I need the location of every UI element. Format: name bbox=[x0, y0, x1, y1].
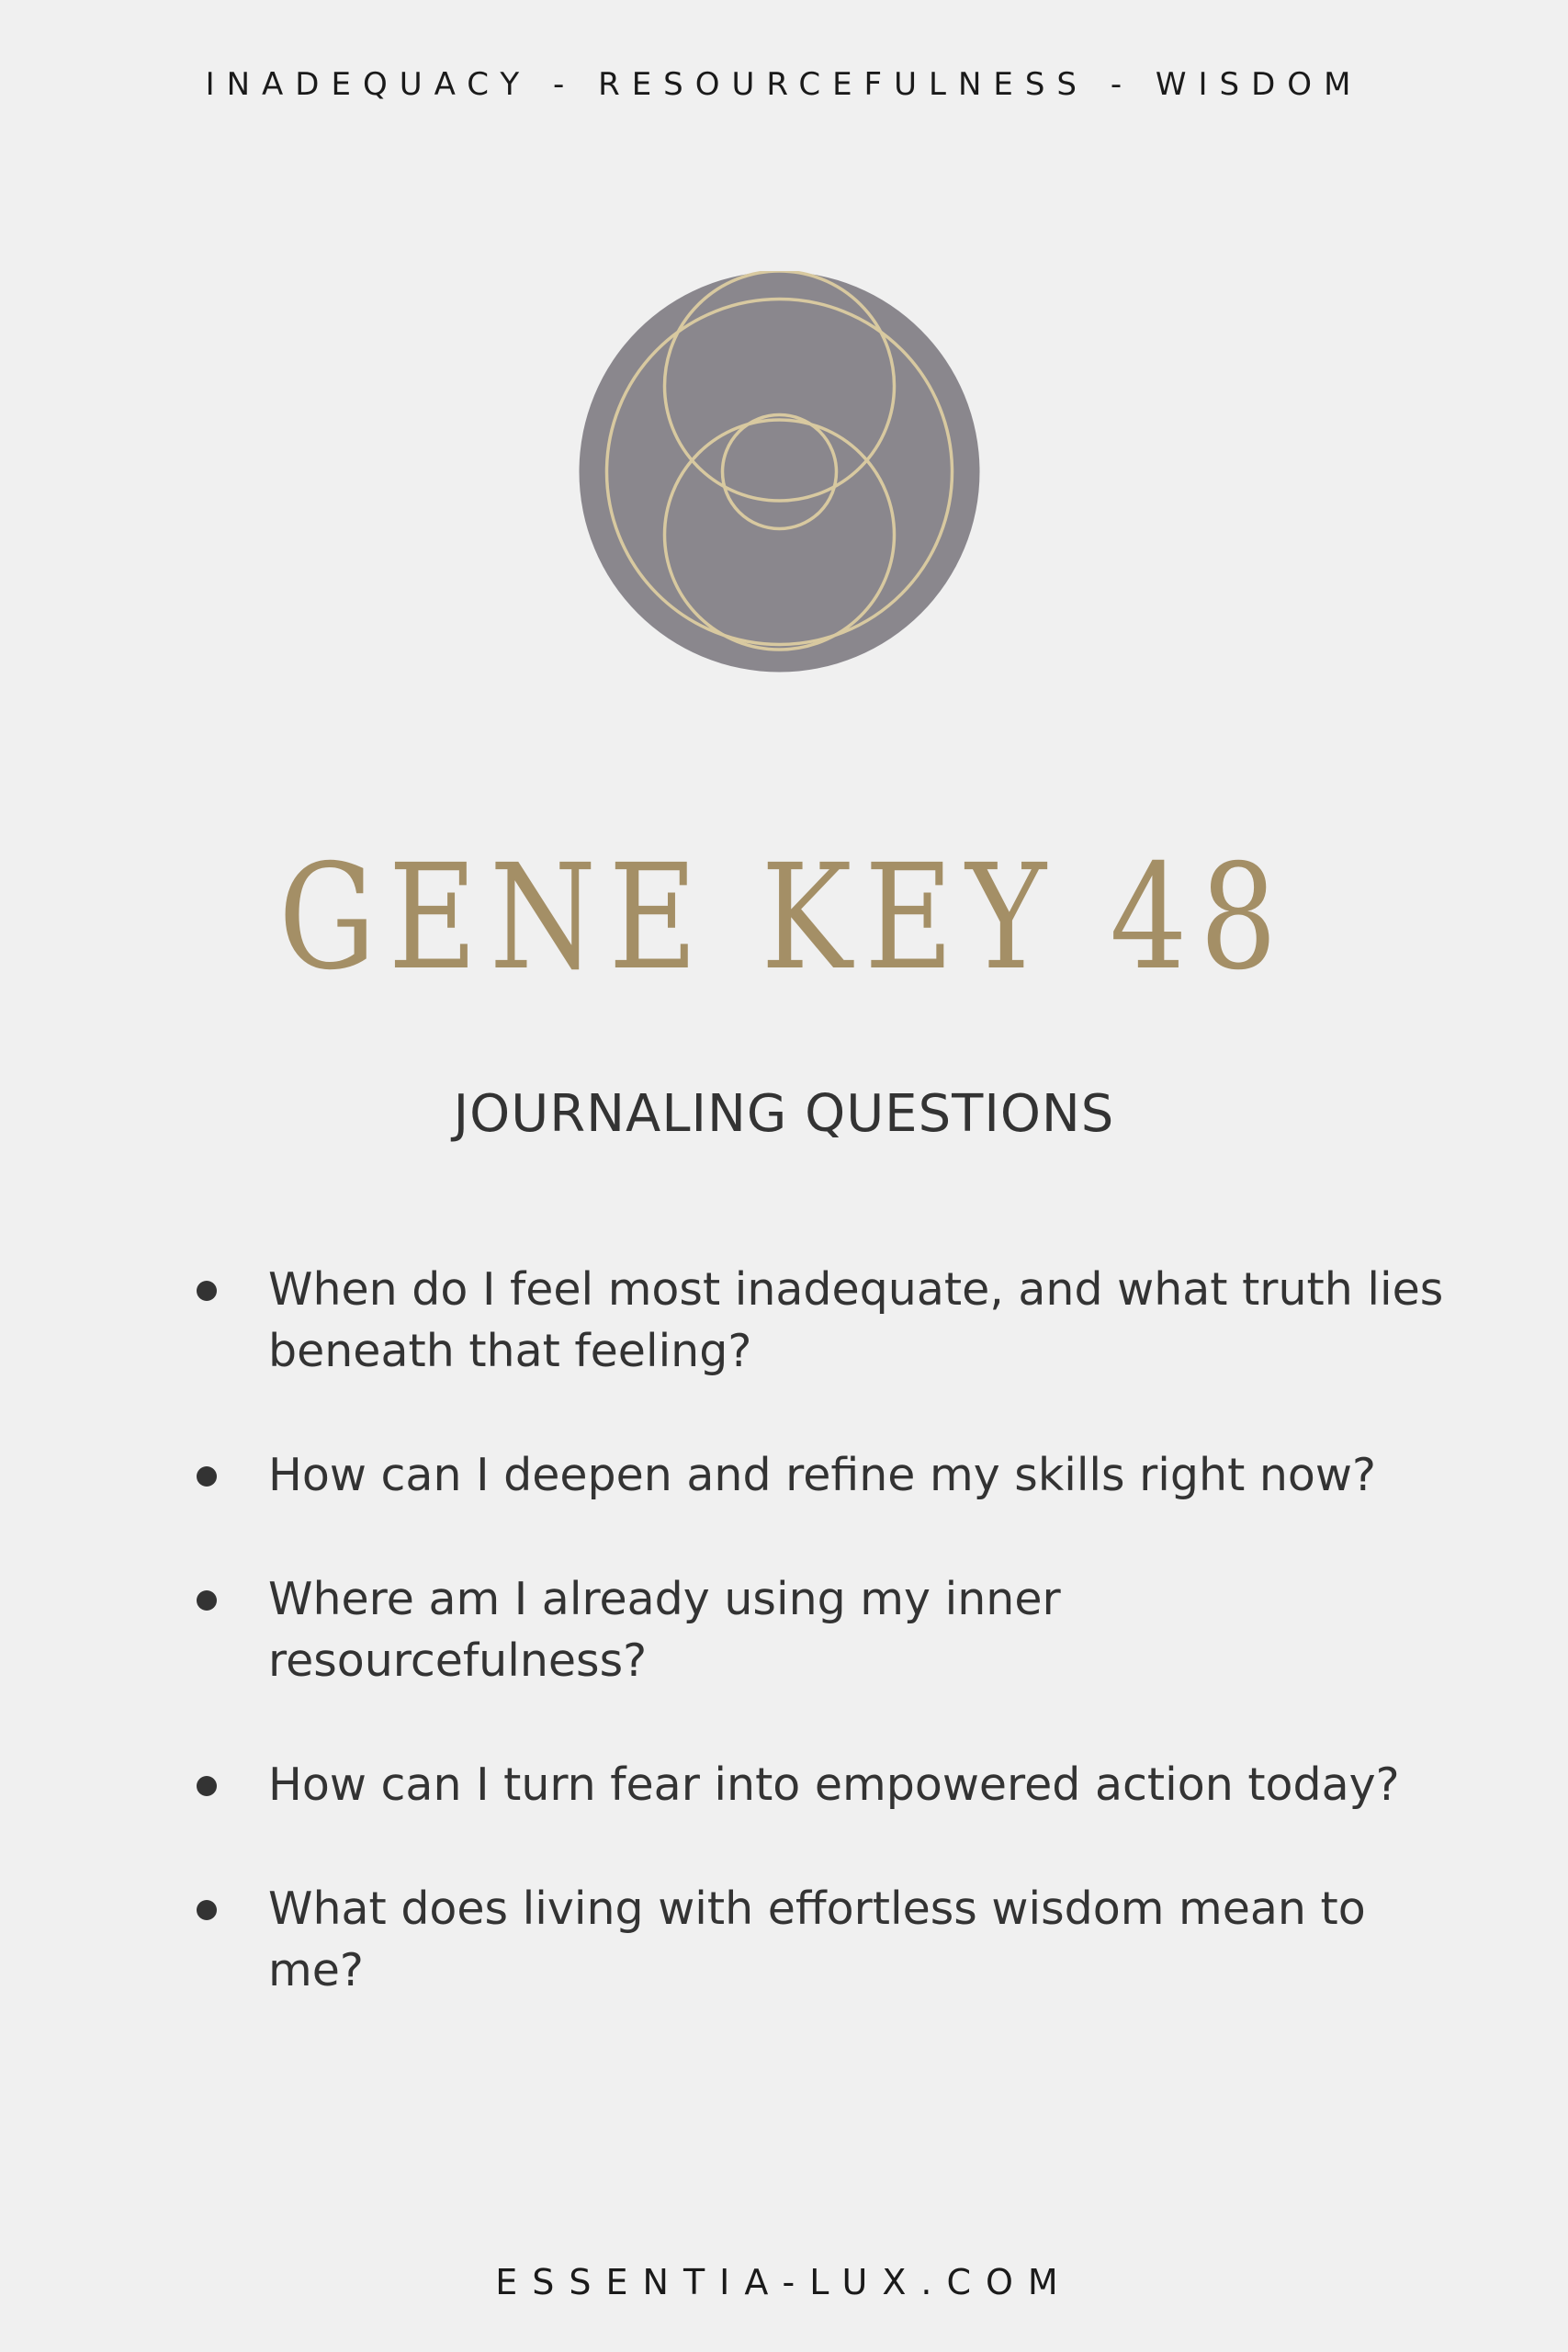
question-text: How can I deepen and refine my skills right now? bbox=[268, 1449, 1376, 1501]
list-item bbox=[193, 1259, 1451, 1382]
interlocking-circles-logo-icon bbox=[579, 271, 980, 673]
question-text: How can I turn fear into empowered action today? bbox=[268, 1758, 1400, 1811]
question-text: What does living with effortless wisdom mean to me? bbox=[268, 1883, 1366, 1996]
bullet-icon bbox=[197, 1776, 217, 1796]
bullet-icon bbox=[197, 1281, 217, 1301]
page-title: GENE KEY 48 bbox=[278, 833, 1290, 1002]
logo bbox=[579, 271, 980, 673]
question-text: When do I feel most inadequate, and what truth lies beneath that feeling? bbox=[268, 1263, 1444, 1377]
bullet-icon bbox=[197, 1466, 217, 1487]
bullet-icon bbox=[197, 1900, 217, 1920]
page-subtitle: JOURNALING QUESTIONS bbox=[453, 1084, 1115, 1144]
question-text: Where am I already using my inner resourcefulness? bbox=[268, 1573, 1061, 1687]
list-item bbox=[193, 1444, 1451, 1506]
list-item bbox=[193, 1754, 1451, 1815]
list-item bbox=[193, 1878, 1451, 2001]
footer-website: ESSENTIA-LUX.COM bbox=[495, 2262, 1073, 2302]
list-item bbox=[193, 1568, 1451, 1691]
tagline: INADEQUACY - RESOURCEFULNESS - WISDOM bbox=[205, 66, 1363, 103]
bullet-icon bbox=[197, 1590, 217, 1611]
question-list bbox=[193, 1259, 1451, 2064]
